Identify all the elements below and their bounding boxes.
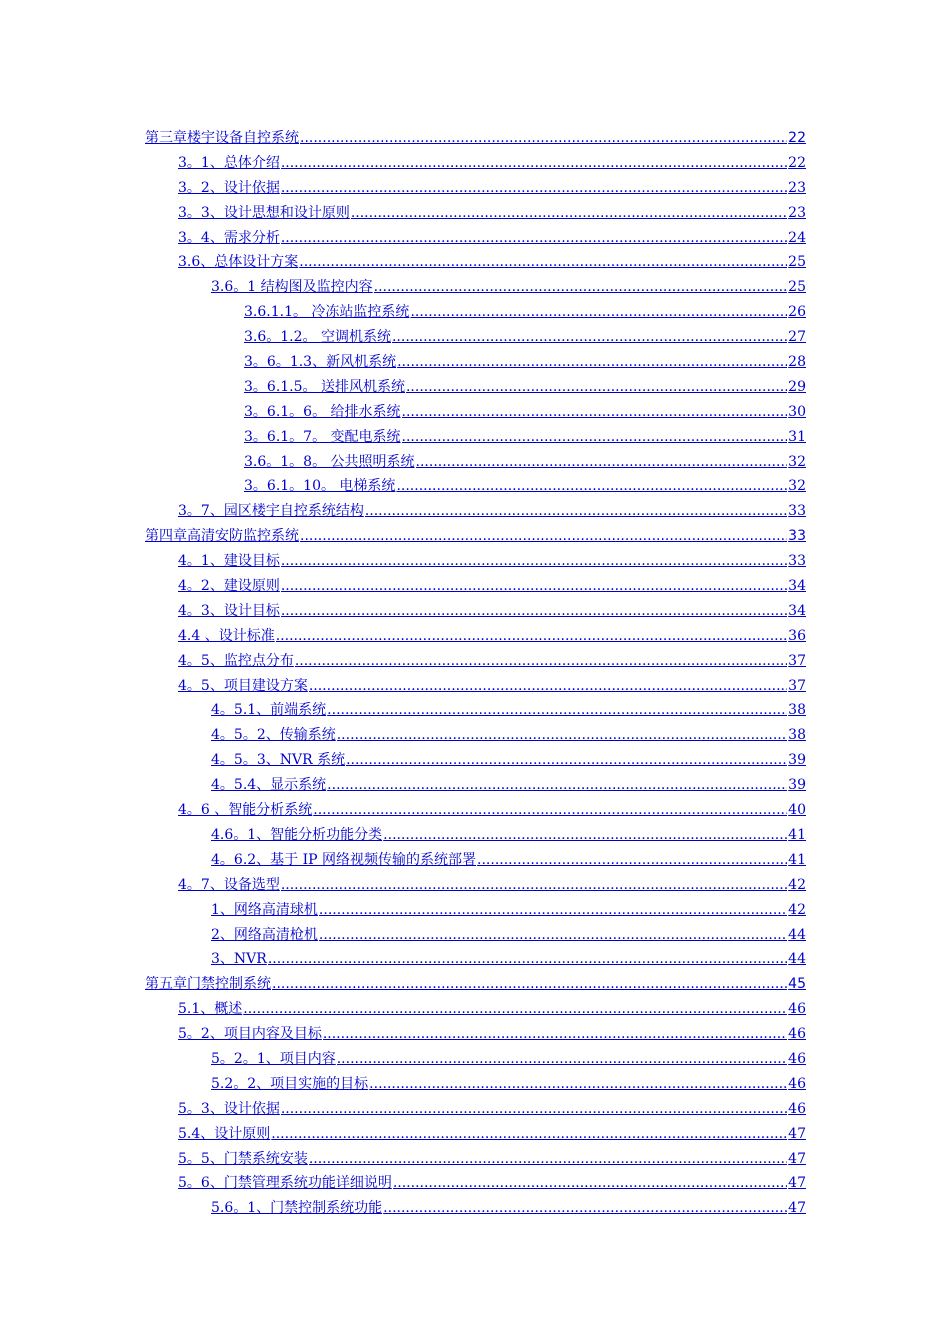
toc-entry[interactable]: [145, 1072, 806, 1097]
toc-entry[interactable]: [145, 997, 806, 1022]
toc-entry-page-number: 46: [788, 1100, 806, 1117]
toc-entry[interactable]: [145, 1147, 806, 1172]
toc-entry-page-number: 23: [788, 179, 806, 196]
toc-entry[interactable]: [145, 250, 806, 275]
toc-dot-leader: [337, 723, 787, 748]
toc-entry-title: 3.6、总体设计方案: [178, 254, 299, 271]
toc-entry-page-number: 36: [788, 627, 806, 644]
toc-entry[interactable]: [145, 524, 806, 549]
toc-dot-leader: [319, 898, 787, 923]
toc-dot-leader: [383, 823, 787, 848]
toc-dot-leader: [271, 1122, 787, 1147]
toc-entry-page-number: 31: [788, 428, 806, 445]
toc-entry-page-number: 23: [788, 204, 806, 221]
toc-dot-leader: [369, 1072, 787, 1097]
toc-entry[interactable]: [145, 201, 806, 226]
toc-dot-leader: [351, 201, 787, 226]
toc-dot-leader: [299, 250, 787, 275]
toc-entry[interactable]: [145, 923, 806, 948]
toc-dot-leader: [416, 450, 788, 475]
toc-entry[interactable]: [145, 1196, 806, 1221]
toc-entry-title: 4。7、设备选型: [178, 876, 280, 893]
toc-entry[interactable]: [145, 773, 806, 798]
toc-dot-leader: [276, 624, 787, 649]
toc-dot-leader: [396, 474, 787, 499]
toc-entry-title: 4。5。3、NVR 系统: [211, 752, 346, 769]
toc-entry-page-number: 38: [788, 702, 806, 719]
toc-entry-title: 5。5、门禁系统安装: [178, 1150, 308, 1167]
toc-dot-leader: [281, 226, 787, 251]
toc-entry-page-number: 42: [788, 876, 806, 893]
toc-entry[interactable]: [145, 300, 806, 325]
toc-dot-leader: [374, 275, 788, 300]
toc-entry-page-number: 29: [788, 378, 806, 395]
toc-entry-page-number: 30: [788, 403, 806, 420]
toc-entry-title: 4。5。2、传输系统: [211, 727, 336, 744]
toc-entry-title: 3。7、园区楼宇自控系统结构: [178, 503, 364, 520]
toc-entry[interactable]: [145, 549, 806, 574]
toc-entry[interactable]: [145, 574, 806, 599]
toc-entry[interactable]: [145, 798, 806, 823]
toc-entry-page-number: 32: [788, 478, 806, 495]
toc-dot-leader: [281, 549, 787, 574]
toc-entry[interactable]: [145, 624, 806, 649]
toc-entry[interactable]: [145, 474, 806, 499]
toc-dot-leader: [281, 574, 787, 599]
toc-entry[interactable]: [145, 748, 806, 773]
toc-entry-title: 3。4、需求分析: [178, 229, 280, 246]
toc-entry-title: 5。6、门禁管理系统功能详细说明: [178, 1175, 392, 1192]
toc-entry-title: 4。5.4、显示系统: [211, 777, 327, 794]
toc-entry-title: 4。5.1、前端系统: [211, 702, 327, 719]
toc-entry-title: 第五章门禁控制系统: [145, 976, 271, 993]
toc-dot-leader: [365, 499, 787, 524]
toc-entry[interactable]: [145, 1171, 806, 1196]
toc-entry-page-number: 40: [788, 802, 806, 819]
toc-entry[interactable]: [145, 126, 806, 151]
toc-entry-title: 3.6。1 结构图及监控内容: [211, 279, 373, 296]
toc-entry[interactable]: [145, 450, 806, 475]
toc-entry-page-number: 46: [788, 1050, 806, 1067]
toc-dot-leader: [383, 1196, 787, 1221]
toc-dot-leader: [402, 425, 788, 450]
toc-entry[interactable]: [145, 972, 806, 997]
toc-entry-page-number: 44: [788, 951, 806, 968]
toc-entry-title: 3。6.1。7。 变配电系统: [244, 428, 401, 445]
toc-entry-page-number: 24: [788, 229, 806, 246]
toc-entry[interactable]: [145, 873, 806, 898]
toc-entry[interactable]: [145, 325, 806, 350]
toc-entry[interactable]: [145, 698, 806, 723]
toc-entry-page-number: 22: [788, 154, 806, 171]
toc-entry[interactable]: [145, 1047, 806, 1072]
toc-entry-page-number: 33: [788, 528, 806, 545]
toc-entry-title: 第三章楼宇设备自控系统: [145, 130, 299, 146]
toc-entry-title: 3。6。1.3、新风机系统: [244, 354, 397, 371]
toc-entry[interactable]: [145, 947, 806, 972]
toc-entry-page-number: 28: [788, 354, 806, 371]
toc-dot-leader: [281, 1097, 787, 1122]
toc-entry-title: 4.6。1、智能分析功能分类: [211, 826, 383, 843]
toc-dot-leader: [393, 1171, 787, 1196]
toc-entry-page-number: 46: [788, 1075, 806, 1092]
toc-dot-leader: [309, 1147, 787, 1172]
toc-dot-leader: [300, 126, 787, 151]
toc-entry-title: 5.2。2、项目实施的目标: [211, 1075, 369, 1092]
toc-entry[interactable]: [145, 400, 806, 425]
toc-dot-leader: [243, 997, 787, 1022]
toc-entry[interactable]: [145, 275, 806, 300]
toc-entry-title: 4。5、监控点分布: [178, 652, 294, 669]
toc-dot-leader: [300, 524, 787, 549]
toc-entry-page-number: 32: [788, 453, 806, 470]
toc-entry-page-number: 38: [788, 727, 806, 744]
toc-dot-leader: [397, 350, 787, 375]
toc-entry-page-number: 33: [788, 503, 806, 520]
toc-entry[interactable]: [145, 176, 806, 201]
toc-entry-page-number: 45: [788, 976, 806, 993]
toc-entry[interactable]: [145, 674, 806, 699]
toc-entry[interactable]: [145, 1122, 806, 1147]
toc-dot-leader: [281, 151, 787, 176]
toc-dot-leader: [268, 947, 787, 972]
toc-entry-title: 3。3、设计思想和设计原则: [178, 204, 350, 221]
toc-entry-page-number: 39: [788, 752, 806, 769]
toc-entry-page-number: 34: [788, 602, 806, 619]
toc-entry-page-number: 47: [788, 1125, 806, 1142]
toc-entry-page-number: 46: [788, 1001, 806, 1018]
toc-entry-page-number: 47: [788, 1200, 806, 1217]
toc-entry-page-number: 33: [788, 553, 806, 570]
toc-entry-title: 4。2、建设原则: [178, 578, 280, 595]
toc-entry-title: 2、网络高清枪机: [211, 926, 318, 943]
toc-dot-leader: [402, 400, 788, 425]
toc-entry-title: 4。6.2、基于 IP 网络视频传输的系统部署: [211, 851, 477, 868]
toc-dot-leader: [392, 325, 787, 350]
toc-entry-title: 4。6 、智能分析系统: [178, 802, 313, 819]
toc-entry-page-number: 27: [788, 329, 806, 346]
toc-entry[interactable]: [145, 226, 806, 251]
toc-dot-leader: [281, 873, 787, 898]
toc-entry-title: 4.4 、设计标准: [178, 627, 275, 644]
toc-entry-title: 3.6。1。8。 公共照明系统: [244, 453, 415, 470]
toc-entry-page-number: 39: [788, 777, 806, 794]
toc-entry-page-number: 42: [788, 901, 806, 918]
toc-dot-leader: [346, 748, 787, 773]
toc-entry-title: 3。6.1。10。 电梯系统: [244, 478, 396, 495]
toc-dot-leader: [477, 848, 787, 873]
toc-entry-title: 5。2。1、项目内容: [211, 1050, 336, 1067]
toc-entry[interactable]: [145, 350, 806, 375]
toc-entry-page-number: 44: [788, 926, 806, 943]
toc-entry-page-number: 47: [788, 1150, 806, 1167]
toc-entry[interactable]: [145, 151, 806, 176]
toc-entry[interactable]: [145, 599, 806, 624]
toc-entry-page-number: 25: [788, 254, 806, 271]
toc-entry-title: 3.6.1.1。 冷冻站监控系统: [244, 304, 410, 321]
toc-entry[interactable]: [145, 649, 806, 674]
toc-entry-page-number: 37: [788, 677, 806, 694]
toc-entry[interactable]: [145, 723, 806, 748]
toc-entry-page-number: 47: [788, 1175, 806, 1192]
toc-entry-title: 4。3、设计目标: [178, 602, 280, 619]
toc-dot-leader: [281, 599, 787, 624]
toc-entry-title: 3、NVR: [211, 951, 267, 968]
toc-entry-page-number: 34: [788, 578, 806, 595]
toc-entry[interactable]: [145, 375, 806, 400]
toc-entry-page-number: 26: [788, 304, 806, 321]
toc-entry-title: 3。6.1。6。 给排水系统: [244, 403, 401, 420]
toc-entry-title: 5。2、项目内容及目标: [178, 1026, 322, 1043]
toc-dot-leader: [295, 649, 787, 674]
toc-dot-leader: [406, 375, 787, 400]
toc-entry-page-number: 41: [788, 851, 806, 868]
toc-entry-title: 4。5、项目建设方案: [178, 677, 308, 694]
toc-dot-leader: [327, 773, 787, 798]
toc-entry[interactable]: [145, 898, 806, 923]
toc-entry[interactable]: [145, 848, 806, 873]
toc-entry-page-number: 46: [788, 1026, 806, 1043]
toc-entry-title: 3。1、总体介绍: [178, 154, 280, 171]
toc-entry[interactable]: [145, 1022, 806, 1047]
toc-dot-leader: [281, 176, 787, 201]
toc-entry[interactable]: [145, 1097, 806, 1122]
toc-entry[interactable]: [145, 823, 806, 848]
toc-entry-page-number: 22: [788, 130, 806, 146]
toc-dot-leader: [410, 300, 787, 325]
toc-dot-leader: [337, 1047, 787, 1072]
toc-entry-page-number: 41: [788, 826, 806, 843]
toc-dot-leader: [272, 972, 787, 997]
toc-entry[interactable]: [145, 499, 806, 524]
toc-entry[interactable]: [145, 425, 806, 450]
toc-entry-title: 1、网络高清球机: [211, 901, 318, 918]
toc-dot-leader: [313, 798, 787, 823]
toc-dot-leader: [327, 698, 787, 723]
toc-entry-title: 第四章高清安防监控系统: [145, 528, 299, 545]
toc-entry-title: 4。1、建设目标: [178, 553, 280, 570]
toc-entry-title: 5.4、设计原则: [178, 1125, 271, 1142]
toc-entry-page-number: 37: [788, 652, 806, 669]
toc-entry-title: 5.6。1、门禁控制系统功能: [211, 1200, 383, 1217]
toc-entry-title: 5。3、设计依据: [178, 1100, 280, 1117]
toc-dot-leader: [309, 674, 787, 699]
toc-entry-title: 5.1、概述: [178, 1001, 243, 1018]
toc-entry-title: 3。6.1.5。 送排风机系统: [244, 378, 405, 395]
toc-dot-leader: [323, 1022, 787, 1047]
toc-entry-title: 3.6。1.2。 空调机系统: [244, 329, 391, 346]
toc-entry-title: 3。2、设计依据: [178, 179, 280, 196]
toc-entry-page-number: 25: [788, 279, 806, 296]
toc-dot-leader: [319, 923, 787, 948]
table-of-contents: [145, 126, 806, 1221]
